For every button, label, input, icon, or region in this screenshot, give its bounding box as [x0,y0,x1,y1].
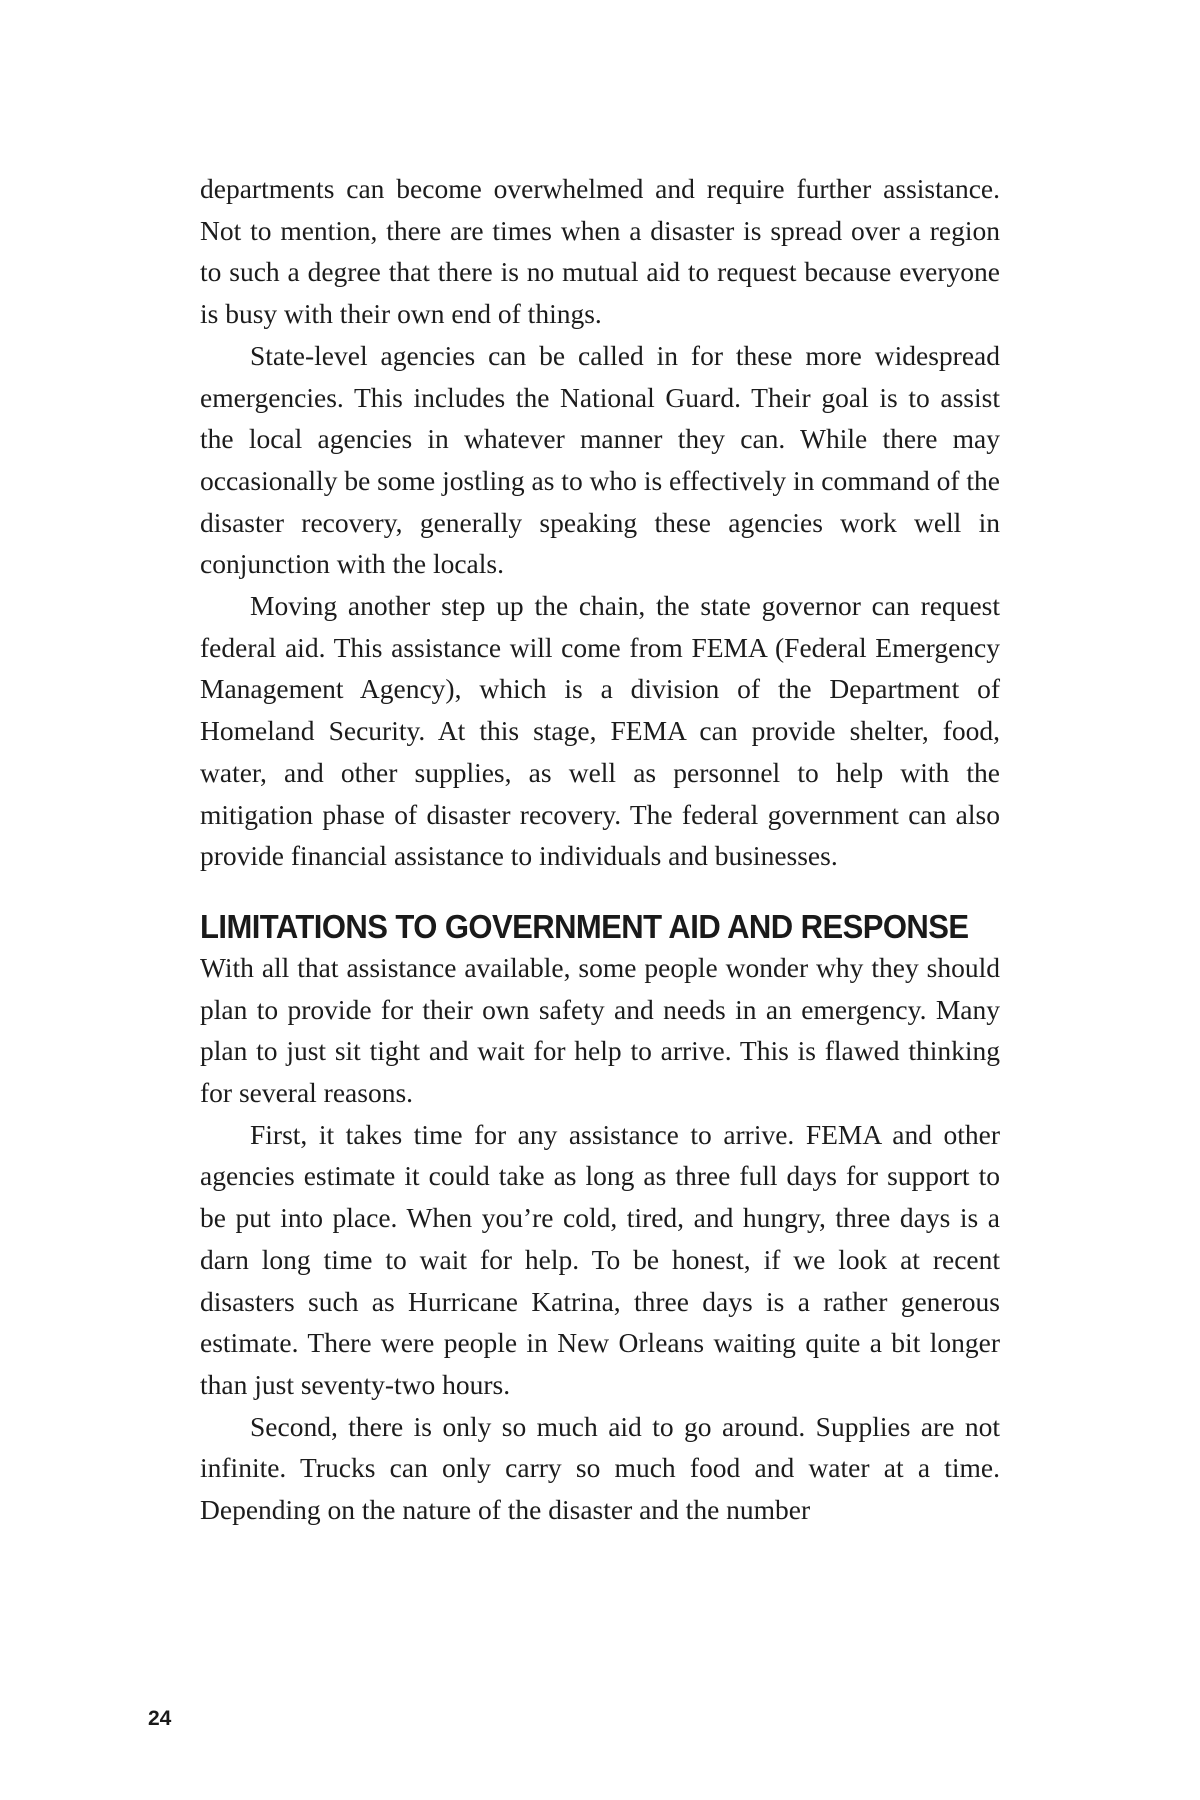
section-heading: LIMITATIONS TO GOVERNMENT AID AND RESPONSE [200,907,969,945]
paragraph: First, it takes time for any assistance to arrive. FEMA and other agencies estimate it could take as long as three full days for support to be put into place. When you’re cold, tired, and hungry, three days is a darn long time to wait for help. To be honest, if we look at recent disasters such as Hurricane Katrina, three days is a rather generous estimate. There were people in New Orleans waiting quite a bit longer than just seventy-two hours. [200,1118,1000,1400]
paragraph: departments can become overwhelmed and require further assistance. Not to mention, there are times when a disaster is spread over a region to such a degree that there is no mutual aid to request because everyone is busy with their own end of things. [200,173,1000,330]
paragraph: State-level agencies can be called in for these more widespread emergencies. This includes the National Guard. Their goal is to assist the local agencies in whatever manner they can. While there may occasionally be some jostling as to who is effectively in command of the disaster recovery, generally speaking these agencies work well in conjunction with the locals. [200,339,1000,580]
body-text [200,168,1000,1531]
paragraph: Moving another step up the chain, the state governor can request federal aid. This assistance will come from FEMA (Federal Emergency Management Agency), which is a division of the Department of Homeland Security. At this stage, FEMA can provide shelter, food, water, and other supplies, as well as personnel to help with the mitigation phase of disaster recovery. The federal government can also provide financial assistance to individuals and businesses. [200,590,1000,872]
paragraph: Second, there is only so much aid to go around. Supplies are not infinite. Trucks can only carry so much food and water at a time. Depending on the nature of the disaster and the number [200,1410,1000,1526]
paragraph: With all that assistance available, some people wonder why they should plan to provide for their own safety and needs in an emergency. Many plan to just sit tight and wait for help to arrive. This is flawed thinking for several reasons. [200,951,1000,1109]
page-number: 24 [148,1707,172,1730]
